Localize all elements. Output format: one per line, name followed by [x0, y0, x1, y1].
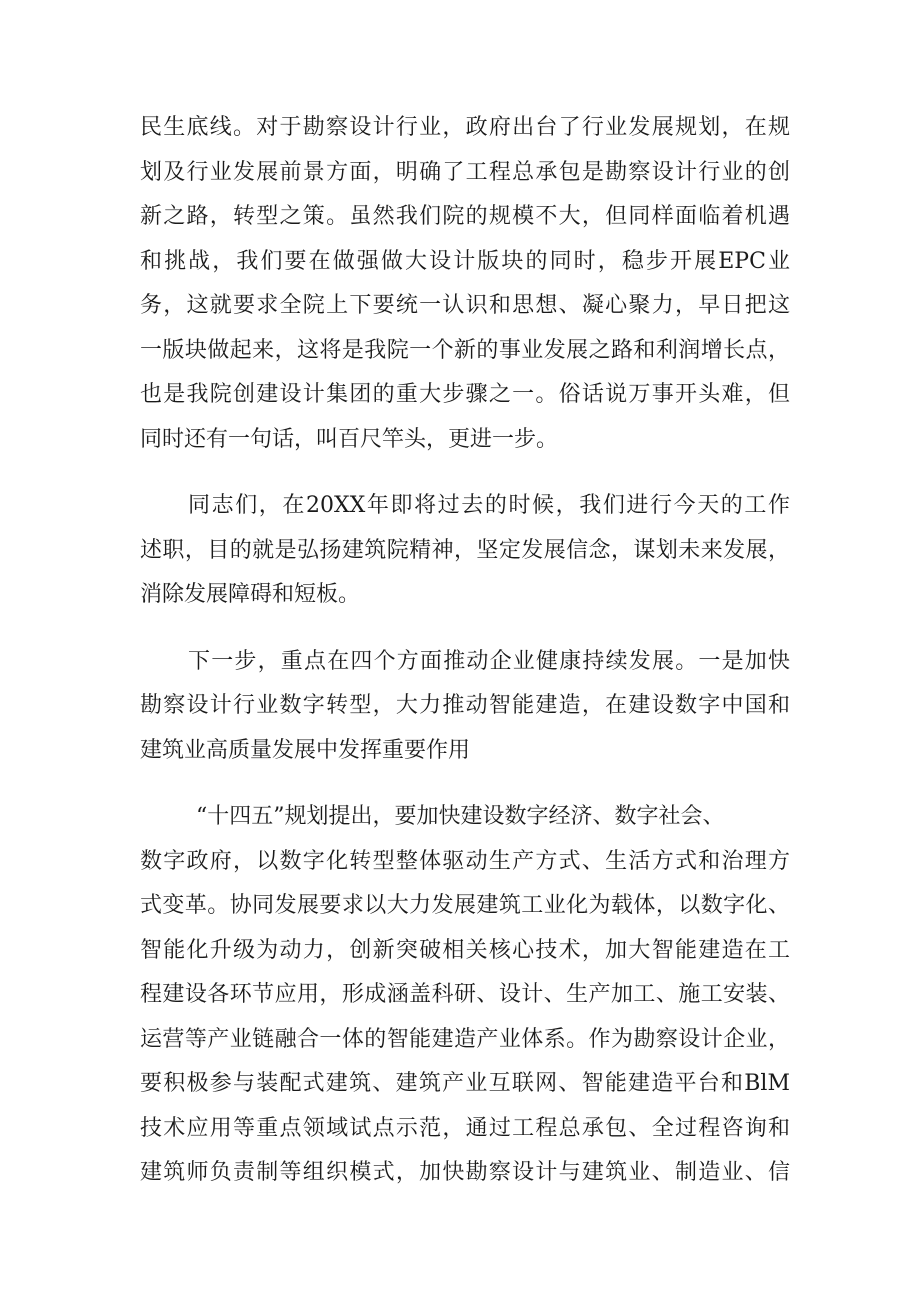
paragraph-4-line-7: 要积极参与装配式建筑、建筑产业互联网、智能建造平台和BlM [140, 1071, 790, 1096]
paragraph-4-line-1: “十四五”规划提出，要加快建设数字经济、数字社会、 [196, 804, 725, 829]
paragraph-4-line-3: 式变革。协同发展要求以大力发展建筑工业化为载体，以数字化、 [140, 893, 790, 918]
paragraph-4-line-2: 数字政府，以数字化转型整体驱动生产方式、生活方式和治理方 [140, 848, 790, 874]
paragraph-4-line-8: 技术应用等重点领域试点示范，通过工程总承包、全过程咨询和 [140, 1115, 790, 1141]
paragraph-gap [140, 462, 790, 484]
paragraph-1-line-3: 新之路，转型之策。虽然我们院的规模不大，但同样面临着机遇 [140, 204, 790, 229]
paragraph-2-line-1: 同志们，在20XX年即将过去的时候，我们进行今天的工作 [188, 493, 790, 518]
paragraph-3-line-2: 勘察设计行业数字转型，大力推动智能建造，在建设数字中国和 [140, 693, 790, 718]
document-body [140, 106, 790, 1196]
paragraph-1-line-6: 一版块做起来，这将是我院一个新的事业发展之路和利润增长点， [140, 337, 790, 363]
paragraph-4-line-6: 运营等产业链融合一体的智能建造产业体系。作为勘察设计企业， [140, 1026, 790, 1052]
paragraph-1 [140, 106, 790, 462]
paragraph-2 [140, 484, 790, 618]
paragraph-3-line-1: 下一步，重点在四个方面推动企业健康持续发展。一是加快 [188, 648, 790, 674]
paragraph-1-line-8: 同时还有一句话，叫百尺竿头，更进一步。 [140, 426, 559, 452]
paragraph-gap [140, 773, 790, 795]
paragraph-2-line-3: 消除发展障碍和短板。 [140, 582, 361, 607]
paragraph-4-line-9: 建筑师负责制等组织模式，加快勘察设计与建筑业、制造业、信 [140, 1160, 790, 1185]
paragraph-1-line-7: 也是我院创建设计集团的重大步骤之一。俗话说万事开头难，但 [140, 382, 790, 407]
paragraph-4-line-5: 程建设各环节应用，形成涵盖科研、设计、生产加工、施工安装、 [140, 982, 790, 1007]
paragraph-2-line-2: 述职，目的就是弘扬建筑院精神，坚定发展信念，谋划未来发展， [140, 537, 790, 563]
paragraph-1-line-2: 划及行业发展前景方面，明确了工程总承包是勘察设计行业的创 [140, 159, 790, 185]
paragraph-4 [140, 795, 790, 1196]
paragraph-1-line-1: 民生底线。对于勘察设计行业，政府出台了行业发展规划，在规 [140, 115, 790, 140]
paragraph-gap [140, 618, 790, 640]
paragraph-3-line-3: 建筑业高质量发展中发挥重要作用 [140, 737, 471, 763]
paragraph-4-line-4: 智能化升级为动力，创新突破相关核心技术，加大智能建造在工 [140, 937, 790, 963]
paragraph-3 [140, 640, 790, 774]
paragraph-1-line-5: 务，这就要求全院上下要统一认识和思想、凝心聚力，早日把这 [140, 293, 790, 318]
paragraph-1-line-4: 和挑战，我们要在做强做大设计版块的同时，稳步开展EPC业 [140, 248, 790, 274]
